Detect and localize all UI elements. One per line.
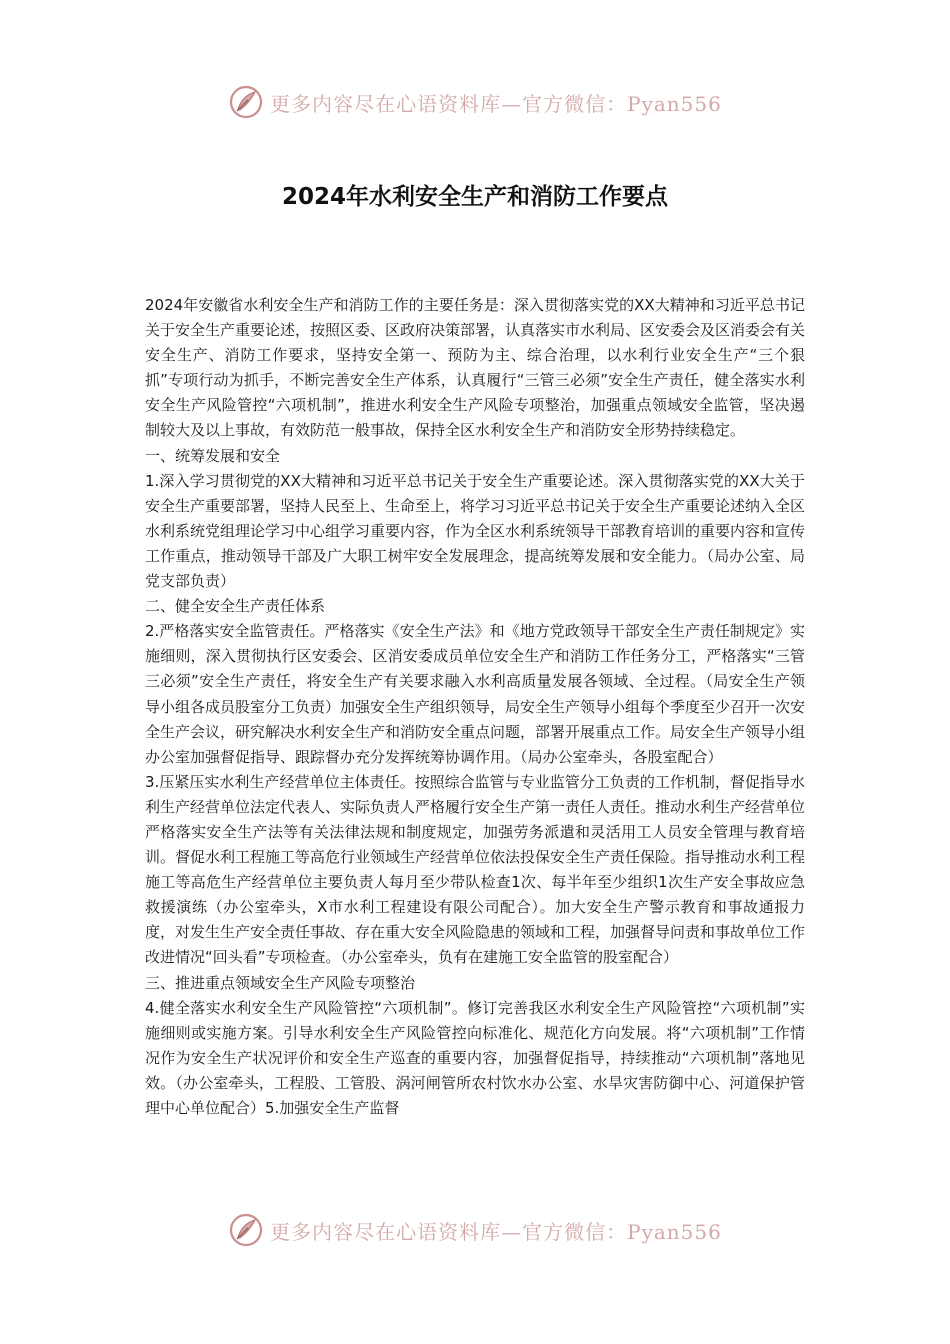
library-logo-icon (228, 84, 264, 120)
header-watermark-text: 更多内容尽在心语资料库—官方微信：Pyan556 (270, 91, 722, 116)
footer-watermark-banner (0, 1208, 950, 1252)
section-heading-1: 一、统筹发展和安全 (145, 446, 281, 465)
document-body (145, 293, 805, 1121)
item-paragraph-2: 2.严格落实安全监管责任。严格落实《安全生产法》和《地方党政领导干部安全生产责任制规定》实施细则，深入贯彻执行区安委会、区消安委成员单位安全生产和消防工作任务分工，严格落实“三管三必须”安全生产责任，将安全生产有关要求融入水利高质量发展各领域、全过程。（局安全生产领导小组各成员股室分工负责）加强安全生产组织领导，局安全生产领导小组每个季度至少召开一次安全生产会议，研究解决水利安全生产和消防安全重点问题，部署开展重点工作。局安全生产领导小组办公室加强督促指导、跟踪督办充分发挥统筹协调作用。（局办公室牵头，各股室配合） (145, 622, 806, 766)
document-title: 2024年水利安全生产和消防工作要点 (281, 184, 668, 210)
item-paragraph-1: 1.深入学习贯彻党的XX大精神和习近平总书记关于安全生产重要论述。深入贯彻落实党的XX大关于安全生产重要部署，坚持人民至上、生命至上，将学习习近平总书记关于安全生产重要论述纳入全区水利系统党组理论学习中心组学习重要内容，作为全区水利系统领导干部教育培训的重要内容和宣传工作重点，推动领导干部及广大职工树牢安全发展理念，提高统筹发展和安全能力。（局办公室、局党支部负责） (145, 471, 806, 591)
item-paragraph-3: 3.压紧压实水利生产经营单位主体责任。按照综合监管与专业监管分工负责的工作机制，督促指导水利生产经营单位法定代表人、实际负责人严格履行安全生产第一责任人责任。推动水利生产经营单位严格落实安全生产法等有关法律法规和制度规定，加强劳务派遣和灵活用工人员安全管理与教育培训。督促水利工程施工等高危行业领域生产经营单位依法投保安全生产责任保险。指导推动水利工程施工等高危生产经营单位主要负责人每月至少带队检查1次、每半年至少组织1次生产安全事故应急救援演练（办公室牵头，X市水利工程建设有限公司配合）。加大安全生产警示教育和事故通报力度，对发生生产安全责任事故、存在重大安全风险隐患的领域和工程，加强督导问责和事故单位工作改进情况“回头看”专项检查。（办公室牵头，负有在建施工安全监管的股室配合） (145, 772, 806, 967)
section-heading-2: 二、健全安全生产责任体系 (145, 597, 326, 616)
library-logo-icon (228, 1212, 264, 1248)
footer-watermark-text: 更多内容尽在心语资料库—官方微信：Pyan556 (270, 1219, 722, 1244)
item-paragraph-4: 4.健全落实水利安全生产风险管控“六项机制”。修订完善我区水利安全生产风险管控“六项机制”实施细则或实施方案。引导水利安全生产风险管控向标准化、规范化方向发展。将“六项机制”工作情况作为安全生产状况评价和安全生产巡查的重要内容，加强督促指导，持续推动“六项机制”落地见效。（办公室牵头，工程股、工管股、涡河闸管所农村饮水办公室、水旱灾害防御中心、河道保护管理中心单位配合）5.加强安全生产监督 (145, 998, 805, 1117)
section-heading-3: 三、推进重点领域安全生产风险专项整治 (145, 973, 416, 992)
header-watermark-banner (0, 80, 950, 124)
intro-paragraph: 2024年安徽省水利安全生产和消防工作的主要任务是：深入贯彻落实党的XX大精神和习近平总书记关于安全生产重要论述，按照区委、区政府决策部署，认真落实市水利局、区安委会及区消委会有关安全生产、消防工作要求，坚持安全第一、预防为主、综合治理，以水利行业安全生产“三个狠抓”专项行动为抓手，不断完善安全生产体系，认真履行“三管三必须”安全生产责任，健全落实水利安全生产风险管控“六项机制”，推进水利安全生产风险专项整治，加强重点领域安全监管，坚决遏制较大及以上事故，有效防范一般事故，保持全区水利安全生产和消防安全形势持续稳定。 (145, 296, 806, 440)
